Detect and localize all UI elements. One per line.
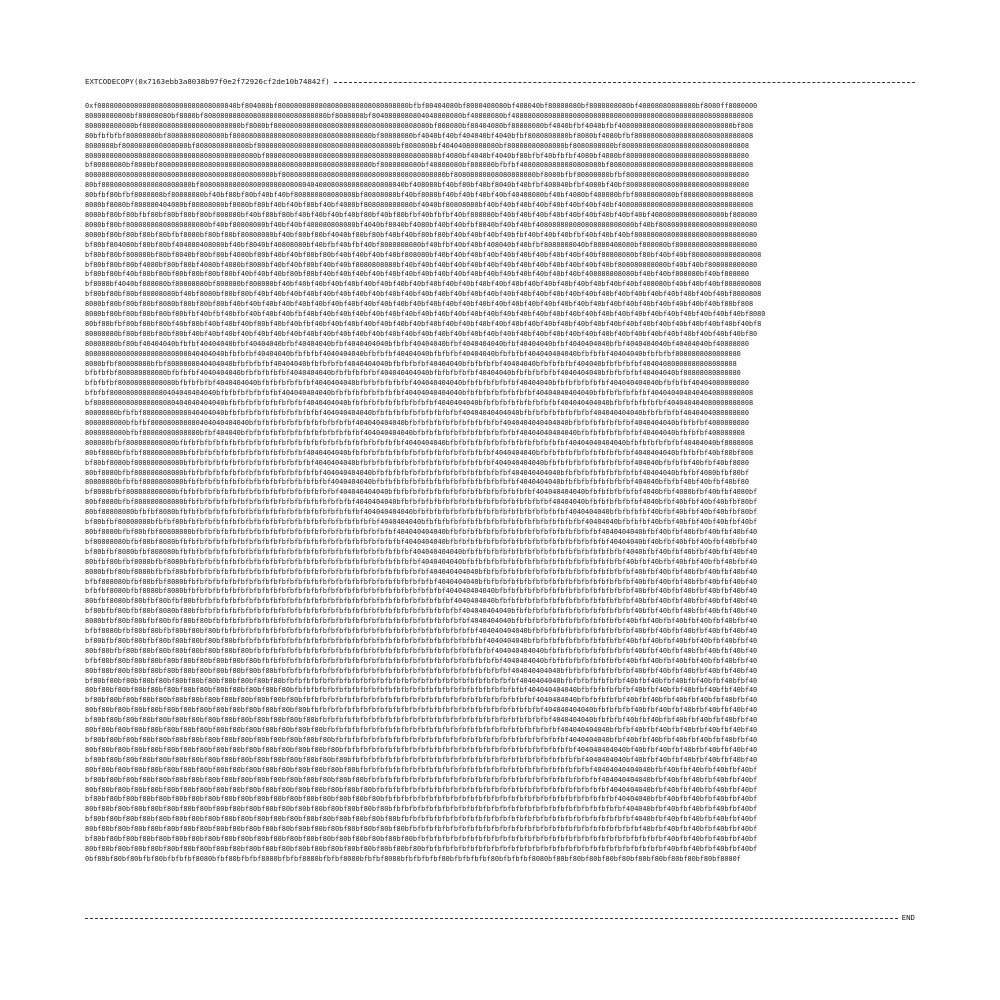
hex-line: 80bf80bf80bf80bf80bf80bf80bf80bf80bf80bf80bf80bfbfbfbfbfbfbfbfbfbfbfbfbfbfbfbfbfbfbfbfbfbfbfbfbfbfbfbfbf404040404040bfbfbfbfbfbfbfbfbf40bfbf40bfbf40bfbf40bfbf40bf40 bbox=[85, 666, 758, 675]
hex-line: 0bf80bf80bf80bfbf80bfbfbfbf8080bfbf80bfbfbf8080bfbfbf8080bfbfbf8080bfbfbf8080bfbfbfbfbf80bfbfbfbfbf80bfbfbfbf8080bf80bf80bf80bf80bf80bf80bf80bf80bf80bf80bf8080f bbox=[85, 854, 741, 863]
hex-line: 80bf8080bfbf808080808080bfbfbfbfbfbfbfbfbfbfbfbfbfbfbfbfbfbfbfbfbf4040404040bfbfbfbfbfbfbfbfbfbfbfbfbfbfbfbfbfbfbf40404040bfbfbfbfbfbfbf4040bfbf40bfbf40bf40bfbf80bf bbox=[85, 498, 758, 507]
hex-line: 80bfbf80bfbf8080808bf80808080bf40bf80bf80bf40bf40bf808080808080808bf80808080bf40bf8080bf40bf40bf40bf40bf40408080bf40bf4080bf408080bfbf8080808080bf80808080808080808 bbox=[85, 191, 754, 200]
hex-line: bf80808080808080808080404040404040bfbfbfbfbfbfbfbfbfbf4040404040bfbfbfbfbfbfbfbfbfbfbf4040404040bfbfbfbfbfbfbfbfbfbf404040404040bfbfbfbfbfbfbf404040404080808080808 bbox=[85, 399, 754, 408]
hex-line: 8080bf8080bf808080404080bf80808080bf8080bf80bf40bf40bf80bf40bf4080bf808080808080bf4040bf80808080bf40bf40bf40bf40bf40bf40bf40bf40bf408080808080808080808080808080808 bbox=[85, 201, 754, 210]
hex-line: 80bf80bf80bf80bf80bf80bf80bf80bf80bf80bf80bf80bf80bf80bf80bfbfbfbfbfbfbfbfbfbfbfbfbfbfbfbfbfbfbfbfbfbfbfbfbfbfbfbfbf404040404040bfbfbf40bfbf40bfbf40bfbf40bfbf40bf40 bbox=[85, 726, 758, 735]
hex-line: bf80bf80bf80bf80bf80bf80bf80bf80bf80bf80bf80bf80bf80bf80bf80bf80bf80bf80bf80bfbfbfbfbfbfbfbfbfbfbfbfbfbfbfbfbfbfbfbfbfbfbfbfbfbfbfbfbf4040bfbf40bfbf40bfbf40bfbf40bf bbox=[85, 815, 758, 824]
hex-line: bfbfbf8080bfbf8080bf8080bfbfbfbfbfbfbfbfbfbfbfbfbfbfbfbfbfbfbfbfbfbfbfbfbfbfbfbfbfbfbfbf404040404040bfbfbfbfbfbfbfbfbfbfbfbfbfbfbfbfbf40bfbf40bfbf40bfbf40bfbf40bf40 bbox=[85, 587, 758, 596]
hex-dump-block bbox=[85, 102, 915, 884]
hex-line: bf80bf80bf80bf4080bf80bf80bf4080bf4080bf8080bf40bf40bf80bf40bf40bf8080808080bf40bf40bf40bf40bf40bf40bf40bf40bf40bf40bf40bf40bf40bf808080808080bf40bf40bf808080808080 bbox=[85, 260, 758, 269]
dump-document bbox=[85, 76, 915, 884]
hex-line: 80808080bf80bf40404040bfbfbf40404040bfbf40404040bfbf40404040bfbf4040404040bfbfbf40404040bfbf4040404040bfbf40404040bfbf4040404040bfbf4040404040bf40404040bf40808080 bbox=[85, 339, 749, 348]
hex-line: 80bf8080bfbf80bfbf80808080bfbfbfbfbfbfbfbfbfbfbfbfbfbfbfbfbfbfbfbfbfbfbfbfbf404040404040bfbfbfbfbfbfbfbfbfbfbfbfbfbfbfbfbfbfbf4040404040bfbf40bfbf40bfbf40bfbf40bf40 bbox=[85, 527, 758, 536]
hex-line: 808080bfbf808080808080bfbfbfbfbfbfbfbfbfbfbfbfbfbfbfbfbfbfbfbfbfbfbfbfbfbfbfbf4040404040bfbfbfbfbfbfbfbfbfbfbfbfbfbfbf40404040404040bfbfbfbfbfbfbf40404040bf8080808 bbox=[85, 438, 754, 447]
footer bbox=[85, 912, 915, 924]
hex-line: bf80bfbf80808080bfbfbf80bfbfbfbfbfbfbfbfbfbfbfbfbfbfbfbfbfbfbfbfbfbfbfbf4040404040bfbfbfbfbfbfbfbfbfbfbfbfbfbfbfbfbfbfbfbf40404040bfbfbfbf40bfbf40bfbf40bf40bfbf40bf bbox=[85, 518, 758, 527]
hex-line: 80bf80808080bfbfbf8080bfbfbfbfbfbfbfbfbfbfbfbfbfbfbfbfbfbfbfbfbfbfbf404040404040bfbfbfbfbfbfbfbfbfbfbfbfbfbfbfbfbfbfbf4040404040bfbfbfbfbf40bfbf40bfbf40bf40bfbf80bf bbox=[85, 508, 758, 517]
hex-line: 8080bfbf80bf8080bfbfbf80bfbfbfbfbfbfbfbfbfbfbfbfbfbfbfbfbfbfbfbfbfbfbfbfbfbfbfbfbfbf404040404040bfbfbfbfbfbfbfbfbfbfbfbfbfbfbfbfbfbfbf40bfbf40bfbf40bfbf40bfbf40bf40 bbox=[85, 567, 758, 576]
hex-line: bf80bfbf80bfbf80bf8080bf80bfbfbfbfbfbfbfbfbfbfbfbfbfbfbfbfbfbfbfbfbfbfbfbfbfbfbfbfbfbfbfbfbf404040404040bfbfbfbfbfbfbfbfbfbfbfbfbfbfbf40bfbf40bfbf40bfbf40bfbf40bf40 bbox=[85, 607, 758, 616]
hex-line: 8080808080808080808080808040404040bfbfbfbf40404040bfbfbfbf4040404040bfbfbfbf40404040bfbfbfbf40404040bfbfbfbf404040404040bfbfbfbf40404040bfbfbfbf8080808080808080 bbox=[85, 349, 741, 358]
hex-line: 8080bf80bf80bf80bf80bf80bfbf40bfbf40bfbf40bf40bf40bfbf40bf40bf40bf40bf40bf40bf40bf40bf40bf40bf40bf40bf40bf40bf40bf40bf40bf40bf40bf40bf40bf40bf40bf40bf40bf40bf40bf8080 bbox=[85, 310, 766, 319]
hex-line: 80bf80bf80bf80bf80bf80bf80bf80bf80bf80bf80bf80bf80bf80bf80bf80bf80bf80bf80bf80bf80bfbfbfbfbfbfbfbfbfbfbfbfbfbfbfbfbfbfbfbfbfbfbfbfbfbfbfbfbfbf40bfbf40bfbf40bfbf40bf bbox=[85, 844, 758, 853]
hex-line: 0xf0808080808080808080808080808080840bf804080bf80808080808080808080808080808080bfbf80404080bf8080408080bf408040bf80808080bf8080808080bf40808080808080bf8080ff8080000 bbox=[85, 102, 758, 110]
hex-line: bfbf80bf80bf80bf80bf80bf80bf80bf80bf80bf80bfbfbfbfbfbfbfbfbfbfbfbfbfbfbfbfbfbfbfbfbfbfbfbfbfbfbfbfbfbf4040404040bfbfbfbfbfbfbfbfbfbf40bfbf40bfbf40bfbf40bfbf40bfbf40 bbox=[85, 656, 758, 665]
hex-line: 8080808080bfbf80808080808080bfbf404040bfbfbfbfbfbfbfbfbfbfbfbfbfbfbf404040404040bfbfbfbfbfbfbfbfbfbfbfbfbf40404040404040bfbfbfbfbfbfbfbf40404040bfbfbfbf408080808 bbox=[85, 428, 745, 437]
hex-line: 808080808080bf808080808080808080808080bf8080bf80808080808080808080808080808080808080bf808080bf80404080bf80808080bf4040bfbf4040bfbf4080808080808080808080808080bf808 bbox=[85, 121, 754, 130]
hex-line: bf80bf80bf80bf80bf80bf80bf80bf80bf80bf80bf80bf80bf80bf80bf80bf80bf80bfbfbfbfbfbfbfbfbfbfbfbfbfbfbfbfbfbfbfbfbfbfbfbfbfbfbfbfbf404040404040bfbf40bfbf40bfbf40bfbf40bf bbox=[85, 775, 758, 784]
hex-line: bf80bf80bf40bf80bf80bf80bf80bf80bf80bf40bf40bf40bf80bf80bf40bf40bf40bf40bf40bf40bf40bf40bf40bf40bf40bf40bf40bf40bf40bf40bf408080808080bf40bf40bf808080bf40bf808080 bbox=[85, 270, 749, 279]
header-rule bbox=[85, 76, 915, 88]
hex-line: 80808080808bf80808080bf8080bf808080808080808080808080808080bf8080808bf8040808080804040808080bf40808080bf40808080808080808080808080808080808080808080808080808080808 bbox=[85, 111, 754, 120]
hex-line: bf80bf804080bf80bf80bf404080408080bf40bf8040bf40808080bf40bfbf40bfbf40bf8080808080bf40bfbf40bf40bf408040bf40bfbf8080808040bf8080408080bf808080bf80808080808080808080 bbox=[85, 240, 758, 249]
hex-line: 8080808bf8080808080808080bf8080808080808bf8080808080808080808080808080808080bf8080808bf40404080808080bf80808080808080bf8080808080bf8080808080808080808080808080808 bbox=[85, 141, 749, 150]
hex-line: bfbf8080bfbf80bf80bfbf80bf80bf80bfbfbfbfbfbfbfbfbfbfbfbfbfbfbfbfbfbfbfbfbfbfbfbfbfbfbfbfbfbfbfbf404040404040bfbfbfbfbfbfbfbfbfbfbfbfbf40bfbf40bfbf40bfbf40bfbf40bf40 bbox=[85, 627, 758, 636]
hex-line: 8080bf80bf80bf80bf8080bf80bf80bf80bf40bf40bf40bf40bf40bf40bf40bf40bf40bf40bf40bf40bf40bf40bf40bf40bf40bf40bf40bf40bf40bf40bf40bf40bf40bf40bf40bf40bf40bf40bf80bf808 bbox=[85, 300, 754, 309]
hex-line: bfbfbf80808080808080404040404040bfbfbfbfbfbfbfbf404040404040bfbfbfbfbfbfbfbfbf40404040404040bfbfbfbfbfbfbfbfbf40404040404040bfbfbfbfbfbfbf4040404040404040808080808 bbox=[85, 389, 754, 398]
hex-line: 80bf80bf80bf80bf80bf80bf80bf80bf80bf80bf80bf80bf80bf80bf80bf80bf80bf80bfbfbfbfbfbfbfbfbfbfbfbfbfbfbfbfbfbfbfbfbfbfbfbfbfbfbfbfbf4040404040bfbf40bfbf40bfbf40bfbf40bf bbox=[85, 785, 758, 794]
header-label: EXTCODECOPY(0x7163ebb3a8038b97f0e2f72926cf2de10b74842f) bbox=[85, 77, 330, 86]
hex-line: bf80808080bfbf80bf8080bfbfbfbfbfbfbfbfbfbfbfbfbfbfbfbfbfbfbfbfbfbfbfbfbfbfbfbf4040404040bfbfbfbfbfbfbfbfbfbfbfbfbfbfbfbfbfbfbfbf40404040bf40bfbf40bfbf40bfbf40bfbf40 bbox=[85, 537, 758, 546]
hex-line: bf80bf80bf808080bf80bf8040bf80bf80bf4080bf80bf40bf40bf80bf80bf40bf40bf40bf40bf808080bf40bf40bf40bf40bf40bf40bf40bf40bf40bf40bf80808080bf80bf40bf40bf80808080808080808 bbox=[85, 250, 762, 259]
hex-line: bf80bf80bf80bf80bf80bf80bf80bf80bf80bf80bf80bf80bf80bf80bf80bf80bf80bf80bf80bf80bfbfbfbfbfbfbfbfbfbfbfbfbfbfbfbfbfbfbfbfbfbfbfbfbfbfbfbfbfbfbf40bfbf40bfbf40bfbf40bf bbox=[85, 835, 758, 844]
hex-line: 80808080bf80bf80bf80bf80bf40bf40bf40bf40bf40bf40bf40bf40bf40bf40bf40bf40bf40bf40bf40bf40bf40bf40bf40bf40bf40bf40bf40bf40bf40bf40bf40bf40bf40bf40bf40bf40bf40bf40bf80 bbox=[85, 329, 758, 338]
hex-line: bfbfbfbf808080808080bfbfbfbf4040404040bfbfbfbfbfbf4040404040bfbfbfbfbfbf404040404040bfbfbfbfbfbf40404040bfbfbfbfbfbf4040404040bfbfbfbfbf40404040bf80808080808080 bbox=[85, 369, 741, 378]
hex-line: 80bf80bf80bf80bf80bf80bf80bf80bf80bf80bf80bf80bf80bf80bf80bf80bf80bf80bf80bf80bfbfbfbfbfbfbfbfbfbfbfbfbfbfbfbfbfbfbfbfbfbfbfbfbfbfbfbfbf40bfbf40bfbf40bfbf40bfbf40bf bbox=[85, 825, 758, 834]
hex-line: 8080808080808080808080808080808080808080808080bf8080808080808080808080808080808080808080bf80808080808080808080bf8080bfbf80808080bfbf808080808080808080808080808080 bbox=[85, 171, 749, 180]
hex-line: bf80bfbf80bf80bfbf80bf80bf80bf80bf80bfbfbfbfbfbfbfbfbfbfbfbfbfbfbfbfbfbfbfbfbfbfbfbfbfbfbfbfbfbfbf4040404040bfbfbfbfbfbfbfbfbfbfbfbf40bfbf40bfbf40bfbf40bfbf40bfbf40 bbox=[85, 636, 758, 645]
hex-line: bfbfbfbf80808080808080bfbfbfbfbf4040404040bfbfbfbfbfbfbf4040404040bfbfbfbfbfbfbf404040404040bfbfbfbfbfbfbf40404040bfbfbfbfbfbfbf404040404040bfbfbfbf40404080808080 bbox=[85, 379, 749, 388]
hex-line: 80bf80bf80bf80bf80bf80bf80bf80bf80bf80bf80bf80bf80bf80bf80bf80bfbfbfbfbfbfbfbfbfbfbfbfbfbfbfbfbfbfbfbfbfbfbfbfbfbfbfbfbf404040404040bf40bfbf40bfbf40bfbf40bfbf40bf40 bbox=[85, 745, 758, 754]
footer-divider bbox=[85, 918, 898, 919]
header-divider bbox=[334, 82, 915, 83]
hex-line: 8080bf80bf80bf80bf80bfbf8080bf80bf80bf80808080bf40bf80bf80bf4040bf80bf80bf40bf40bf80bf80bf40bf40bf40bf40bfbf40bf40bf40bfbf40bf40bf40bf808080808080808080808080808080 bbox=[85, 230, 758, 239]
hex-line: 8080bf80bf80808080808080808080bf40bf80808080bf40bf40bf408080808080bf4040bf8040bf4080bf40bf40bfbf8040bf40bf40bf408080808080808080808080bf40bf808080808080808080808080 bbox=[85, 220, 758, 229]
hex-line: 80bf80bf80bf80bf80bf80bf80bf80bf80bf80bf80bf80bf80bf80bf80bf80bf80bfbfbfbfbfbfbfbfbfbfbfbfbfbfbfbfbfbfbfbfbfbfbfbfbfbfbfbfbf40404040404040bfbf40bfbf40bfbf40bfbf40bf bbox=[85, 765, 758, 774]
hex-line: bf80bfbf8080bfbf808080bfbfbfbfbfbfbfbfbfbfbfbfbfbfbfbfbfbfbfbfbfbfbfbfbfbfbfbfbf404040404040bfbfbfbfbfbfbfbfbfbfbfbfbfbfbfbfbfbfbfbf4040bfbf40bfbf40bfbf40bfbf40bf40 bbox=[85, 547, 758, 556]
hex-line: 80bf80bfbf80bf80bf80bf40bf80bf40bf40bf40bf80bf40bf40bfbf40bf40bf40bf40bf40bf40bf40bf40bf40bf40bf40bf40bf40bf40bf40bf40bf40bf40bf40bf40bf40bf40bf40bf40bf40bf40bf40bf8 bbox=[85, 319, 762, 328]
footer-end-label: END bbox=[901, 913, 915, 922]
hex-line: 80bfbf80bfbf8080bfbf8080bfbfbfbfbfbfbfbfbfbfbfbfbfbfbfbfbfbfbfbfbfbfbfbfbfbfbfbfbf4040404040bfbfbfbfbfbfbfbfbfbfbfbfbfbfbfbfbfbfbfbf40bfbf40bfbf40bfbf40bfbf40bfbf40 bbox=[85, 557, 758, 566]
hex-line: 80bfbf8080bf80bfbf80bfbf80bfbfbfbfbfbfbfbfbfbfbfbfbfbfbfbfbfbfbfbfbfbfbfbfbfbfbfbfbfbfbfbf4040404040bfbfbfbfbfbfbfbfbfbfbfbfbfbfbfbfbf40bfbf40bfbf40bfbf40bfbf40bf40 bbox=[85, 597, 758, 606]
hex-line: bf80bf80bf80bf80808080bf40bf8080bf80bf80bf40bf40bf40bf40bf40bf40bf40bf40bf40bf40bf40bf40bf40bf40bf40bf40bf40bf40bf40bf40bf40bf40bf40bf40bf40bf40bf40bf40bf40bf8080808 bbox=[85, 290, 762, 299]
hex-line: bf80bf80bf80bf80bf80bf80bf80bf80bf80bf80bf80bf80bf80bf80bfbfbfbfbfbfbfbfbfbfbfbfbfbfbfbfbfbfbfbfbfbfbfbfbfbfbfbfbf4040404040bfbfbfbf40bfbf40bfbf40bfbf40bfbf40bfbf40 bbox=[85, 716, 758, 725]
hex-line: 8080bf80bf80bfbf80bf80bf80bf80bf808080bf40bf80bf80bf40bf40bf40bf40bf80bf40bf80bfbf40bfbfbf40bf808080bf40bf40bf40bf40bf40bf40bf40bf40bf40bf408080808080808080bf808080 bbox=[85, 210, 758, 219]
hex-line: bf80bf80bf80bf80bf80bf80bf80bf80bf80bf80bf80bf80bf80bf80bf80bf80bfbfbfbfbfbfbfbfbfbfbfbfbfbfbfbfbfbfbfbfbfbfbfbfbfbfbfbfbf4040404040bf40bfbf40bfbf40bfbf40bfbf40bf40 bbox=[85, 755, 758, 764]
hex-line: bf80bf80bf80bf80bf80bf80bf80bf80bf80bf80bf80bf80bfbfbfbfbfbfbfbfbfbfbfbfbfbfbfbfbfbfbfbfbfbfbfbfbfbfbfbfbf4040404040bfbfbfbfbfbfbfbf40bfbf40bfbf40bfbf40bfbf40bfbf40 bbox=[85, 676, 758, 685]
hex-line: 80808080bfbfbf8080808080bfbfbfbfbfbfbfbfbfbfbfbfbfbfbfbfbfbf4040404040bfbfbfbfbfbfbfbfbfbfbfbfbfbfbfbfbfbf4040404040bfbfbfbfbfbfbfbfbf404040bfbfbf40bf40bfbf40bf80 bbox=[85, 478, 749, 487]
hex-line: bf8080bf4040bf808080bf80808080bf808080bf808080bf40bf40bf40bf40bf40bf40bf40bf40bf40bf40bf40bf40bf40bf40bf40bf40bf40bf40bf40bf40bf40bf40bf408080bf40bf40bf40bf808080808 bbox=[85, 280, 762, 289]
hex-line: 808080808080808080808080808080808080808080bf808080808080808080808080808080808080808080bf4080bf4040bf4040bf80bfbf40bfbfbf4080bf4080bf808080808080808080808080808080 bbox=[85, 151, 749, 160]
hex-line: 80bf80bf80bf80bf80bf80bf80bf80bf80bf80bf80bf80bf80bf80bf80bf80bf80bf80bf80bfbfbfbfbfbfbfbfbfbfbfbfbfbfbfbfbfbfbfbfbfbfbfbfbfbfbfbfbf404040bfbf40bfbf40bfbf40bfbf40bf bbox=[85, 805, 758, 814]
hex-line: bf80bf80bf80bf80bf80bf80bf80bf80bf80bf80bf80bf80bf80bfbfbfbfbfbfbfbfbfbfbfbfbfbfbfbfbfbfbfbfbfbfbfbfbfbfbfbfbf4040404040bfbfbfbfbfbf40bfbf40bfbf40bfbf40bfbf40bfbf40 bbox=[85, 696, 758, 705]
hex-line: 80bfbfbfbf80808080bf80808080808080bf8080808080808080808080808080808080bf80808080bf4040bf40bf404040bf4040bfbf8080808080bf8080bf4080bfbf80808080808080808080808080808 bbox=[85, 131, 754, 140]
hex-line: 80bf80bf80bf80bf80bf80bf80bf80bf80bf80bf80bf80bf80bf80bfbfbfbfbfbfbfbfbfbfbfbfbfbfbfbfbfbfbfbfbfbfbfbfbfbfbfbfbf404040404040bfbfbfbfbf40bfbf40bfbf40bfbf40bfbf40bf40 bbox=[85, 706, 758, 715]
hex-line: bfbf808080bfbf80bfbf8080bfbfbfbfbfbfbfbfbfbfbfbfbfbfbfbfbfbfbfbfbfbfbfbfbfbfbfbfbfbfbf4040404040bfbfbfbfbfbfbfbfbfbfbfbfbfbfbfbfbfbfbf40bfbf40bfbf40bfbf40bfbf40bf40 bbox=[85, 577, 758, 586]
hex-line: 80bf8080bfbfbf8080808080bfbfbfbfbfbfbfbfbfbfbfbfbfbfbf4040404040bfbfbfbfbfbfbfbfbfbfbfbfbfbfbfbfbfbf4040404040bfbfbfbfbfbfbfbfbfbfbfbf4040404040bfbfbfbf40bf80bf808 bbox=[85, 448, 754, 457]
hex-line: 80bf80bf80bf80bf80bf80bf80bf80bf80bf80bf80bf80bf80bfbfbfbfbfbfbfbfbfbfbfbfbfbfbfbfbfbfbfbfbfbfbfbfbfbfbfbfbf404040404040bfbfbfbfbfbfbf40bfbf40bfbf40bfbf40bfbf40bf40 bbox=[85, 686, 758, 695]
footer-rule bbox=[85, 912, 915, 924]
hex-line: 8080808080bfbfbf808080808080404040404040bfbfbfbfbfbfbfbfbfbfbfbfbf404040404040bfbfbfbfbfbfbfbfbfbfbfbf4040404040404040bfbfbfbfbfbfbfbf4040404040bfbfbfbf4080808080 bbox=[85, 419, 749, 427]
hex-line: 80bf80bfbf80bf80bf80bf80bf80bf80bf80bf80bfbfbfbfbfbfbfbfbfbfbfbfbfbfbfbfbfbfbfbfbfbfbfbfbfbfbfbfbfbf404040404040bfbfbfbfbfbfbfbfbfbfbf40bfbf40bfbf40bfbf40bfbf40bf40 bbox=[85, 646, 758, 655]
hex-line: 80bf8080808080808080808080bf80808080808080808080808080404080808080808080808040bf408080bf40bf80bf40bf8040bf40bfbf408040bfbf4080bf40bf808080808080808080808080808080 bbox=[85, 181, 749, 190]
hex-line: bf80808080bf8080bf8080808080808080808080808080808080808080808080808080bf8080808080bf40808080bf808080bfbfbf40808080808080808080bf80808080808080808080808080808080808 bbox=[85, 161, 754, 170]
hex-line: bf80bf80bf80bf80bf80bf80bf80bf80bf80bf80bf80bf80bf80bf80bf80bfbfbfbfbfbfbfbfbfbfbfbfbfbfbfbfbfbfbfbfbfbfbfbfbfbfbfbfbf4040404040bfbf40bfbf40bfbf40bfbf40bfbf40bfbf40 bbox=[85, 736, 758, 744]
hex-line: 8080bfbf80bf80bfbf80bfbf80bf80bfbfbfbfbfbfbfbfbfbfbfbfbfbfbfbfbfbfbfbfbfbfbfbfbfbfbfbfbfbfbfbf4040404040bfbfbfbfbfbfbfbfbfbfbfbfbfbf40bfbf40bfbf40bfbf40bfbf40bfbf40 bbox=[85, 617, 758, 626]
hex-line: 80bf8080bfbf808080808080bfbfbfbfbfbfbfbfbfbfbfbfbfbfbfbfbf404040404040bfbfbfbfbfbfbfbfbfbfbfbfbfbfbfbfbf404040404040bfbfbfbfbfbfbfbfbfbf40404040bfbfbf4080bfbf80bf bbox=[85, 468, 749, 477]
hex-line: bf80bf80bf80bf80bf80bf80bf80bf80bf80bf80bf80bf80bf80bf80bf80bf80bf80bf80bfbfbfbfbfbfbfbfbfbfbfbfbfbfbfbfbfbfbfbfbfbfbfbfbfbfbfbfbf40404040bfbf40bfbf40bfbf40bfbf40bf bbox=[85, 795, 758, 804]
hex-line: 80808080bfbfbf80808080808040404040bfbfbfbfbfbfbfbfbfbfbfbf404040404040bfbfbfbfbfbfbfbfbfbfbf40404040404040bfbfbfbfbfbfbfbfbf404040404040bfbfbfbfbf4040404080808080 bbox=[85, 409, 749, 418]
hex-line: bf8080bfbf808080808080bfbfbfbfbfbfbfbfbfbfbfbfbfbfbfbfbfbfbfbf404040404040bfbfbfbfbfbfbfbfbfbfbfbfbfbfbfbfbfbf404040404040bfbfbfbfbfbfbf4040bfbf4080bfbf40bfbf4080bf bbox=[85, 488, 758, 497]
hex-line: bf80bf8080bf808080808080bfbfbfbfbfbfbfbfbfbfbfbfbfbfbfbf4040404040bfbfbfbfbfbfbfbfbfbfbfbfbfbfbfbfbf404040404040bfbfbfbfbfbfbfbfbfbfbf404040bfbfbfbf40bfbf40bf8080 bbox=[85, 458, 749, 467]
hex-line: 8080bfbf80808080bfbf8080808040404040bfbfbfbfbf40404040bfbfbfbfbf4040404040bfbfbfbfbf40404040bfbfbfbfbf40404040bfbfbfbfbf404040bfbfbfbfbf40404080808080808080808 bbox=[85, 359, 737, 368]
